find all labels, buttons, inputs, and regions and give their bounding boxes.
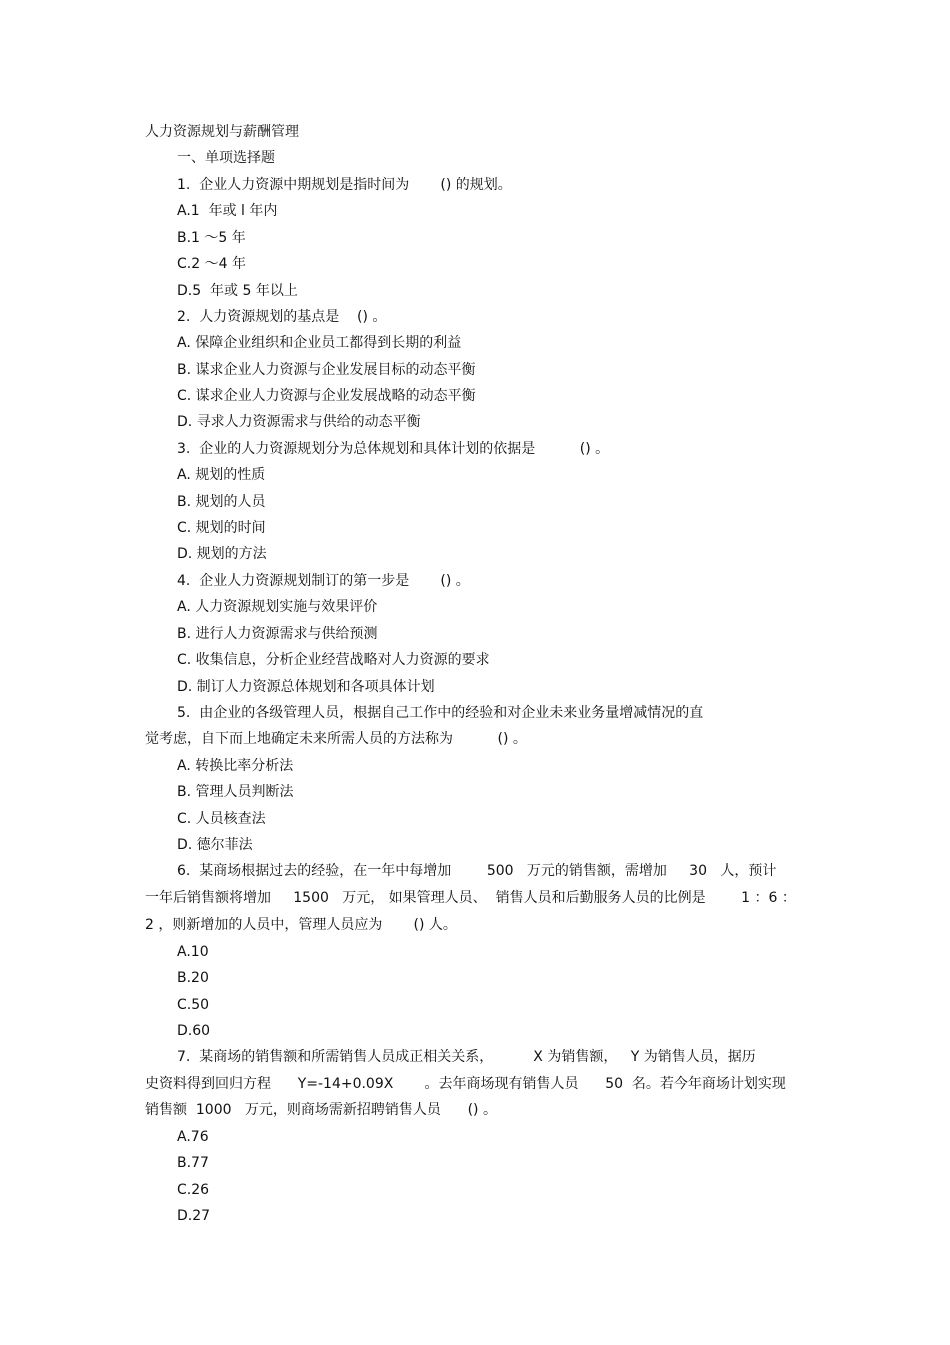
q3-option-d: D. 规划的方法 bbox=[177, 546, 267, 562]
q4-option-d: D. 制订人力资源总体规划和各项具体计划 bbox=[177, 679, 435, 695]
q5-option-d: D. 德尔菲法 bbox=[177, 837, 253, 853]
q7-option-d: D.27 bbox=[177, 1208, 211, 1224]
q1-option-a: A.1 年或 l 年内 bbox=[177, 203, 278, 219]
q2-stem: 2. 人力资源规划的基点是 () 。 bbox=[177, 309, 387, 325]
q6-option-a: A.10 bbox=[177, 944, 209, 960]
doc-title: 人力资源规划与薪酬管理 bbox=[145, 124, 299, 140]
q3-stem: 3. 企业的人力资源规划分为总体规划和具体计划的依据是 () 。 bbox=[177, 441, 610, 457]
q6-stem-line3: 2 ，则新增加的人员中，管理人员应为 () 人。 bbox=[145, 917, 457, 933]
q5-stem-line1: 5. 由企业的各级管理人员，根据自己工作中的经验和对企业未来业务量增减情况的直 bbox=[177, 705, 704, 721]
section-heading: 一、单项选择题 bbox=[177, 150, 275, 166]
q3-option-b: B. 规划的人员 bbox=[177, 494, 266, 510]
q2-option-a: A. 保障企业组织和企业员工都得到长期的利益 bbox=[177, 335, 462, 351]
q6-stem-line1: 6. 某商场根据过去的经验，在一年中每增加 500 万元的销售额，需增加 30 人，预计 bbox=[177, 863, 777, 879]
q3-option-a: A. 规划的性质 bbox=[177, 467, 266, 483]
q7-stem-line3: 销售额 1000 万元，则商场需新招聘销售人员 () 。 bbox=[145, 1102, 497, 1118]
q4-stem: 4. 企业人力资源规划制订的第一步是 () 。 bbox=[177, 573, 470, 589]
q6-option-d: D.60 bbox=[177, 1023, 211, 1039]
q1-option-b: B.1 ～5 年 bbox=[177, 230, 246, 246]
q6-stem-line2: 一年后销售额将增加 1500 万元， 如果管理人员、 销售人员和后勤服务人员的比例是 1 ：6 ： bbox=[145, 890, 796, 906]
q4-option-c: C. 收集信息，分析企业经营战略对人力资源的要求 bbox=[177, 652, 490, 668]
q3-option-c: C. 规划的时间 bbox=[177, 520, 266, 536]
q4-option-a: A. 人力资源规划实施与效果评价 bbox=[177, 599, 378, 615]
q6-option-c: C.50 bbox=[177, 997, 210, 1013]
q5-option-a: A. 转换比率分析法 bbox=[177, 758, 294, 774]
q5-stem-line2: 觉考虑，自下而上地确定未来所需人员的方法称为 () 。 bbox=[145, 731, 527, 747]
q7-stem-line2: 史资料得到回归方程 Y=-14+0.09X 。去年商场现有销售人员 50 名。若今年商场计划实现 bbox=[145, 1076, 786, 1092]
q1-option-c: C.2 ～4 年 bbox=[177, 256, 246, 272]
q1-stem: 1. 企业人力资源中期规划是指时间为 () 的规划。 bbox=[177, 177, 512, 193]
q7-option-a: A.76 bbox=[177, 1129, 209, 1145]
q5-option-c: C. 人员核查法 bbox=[177, 811, 266, 827]
q7-option-b: B.77 bbox=[177, 1155, 209, 1171]
q4-option-b: B. 进行人力资源需求与供给预测 bbox=[177, 626, 378, 642]
q7-stem-line1: 7. 某商场的销售额和所需销售人员成正相关关系， X 为销售额， Y 为销售人员，据历 bbox=[177, 1049, 756, 1065]
q7-option-c: C.26 bbox=[177, 1182, 210, 1198]
q2-option-c: C. 谋求企业人力资源与企业发展战略的动态平衡 bbox=[177, 388, 476, 404]
q6-option-b: B.20 bbox=[177, 970, 209, 986]
q1-option-d: D.5 年或 5 年以上 bbox=[177, 283, 298, 299]
q2-option-b: B. 谋求企业人力资源与企业发展目标的动态平衡 bbox=[177, 362, 476, 378]
q2-option-d: D. 寻求人力资源需求与供给的动态平衡 bbox=[177, 414, 421, 430]
q5-option-b: B. 管理人员判断法 bbox=[177, 784, 294, 800]
